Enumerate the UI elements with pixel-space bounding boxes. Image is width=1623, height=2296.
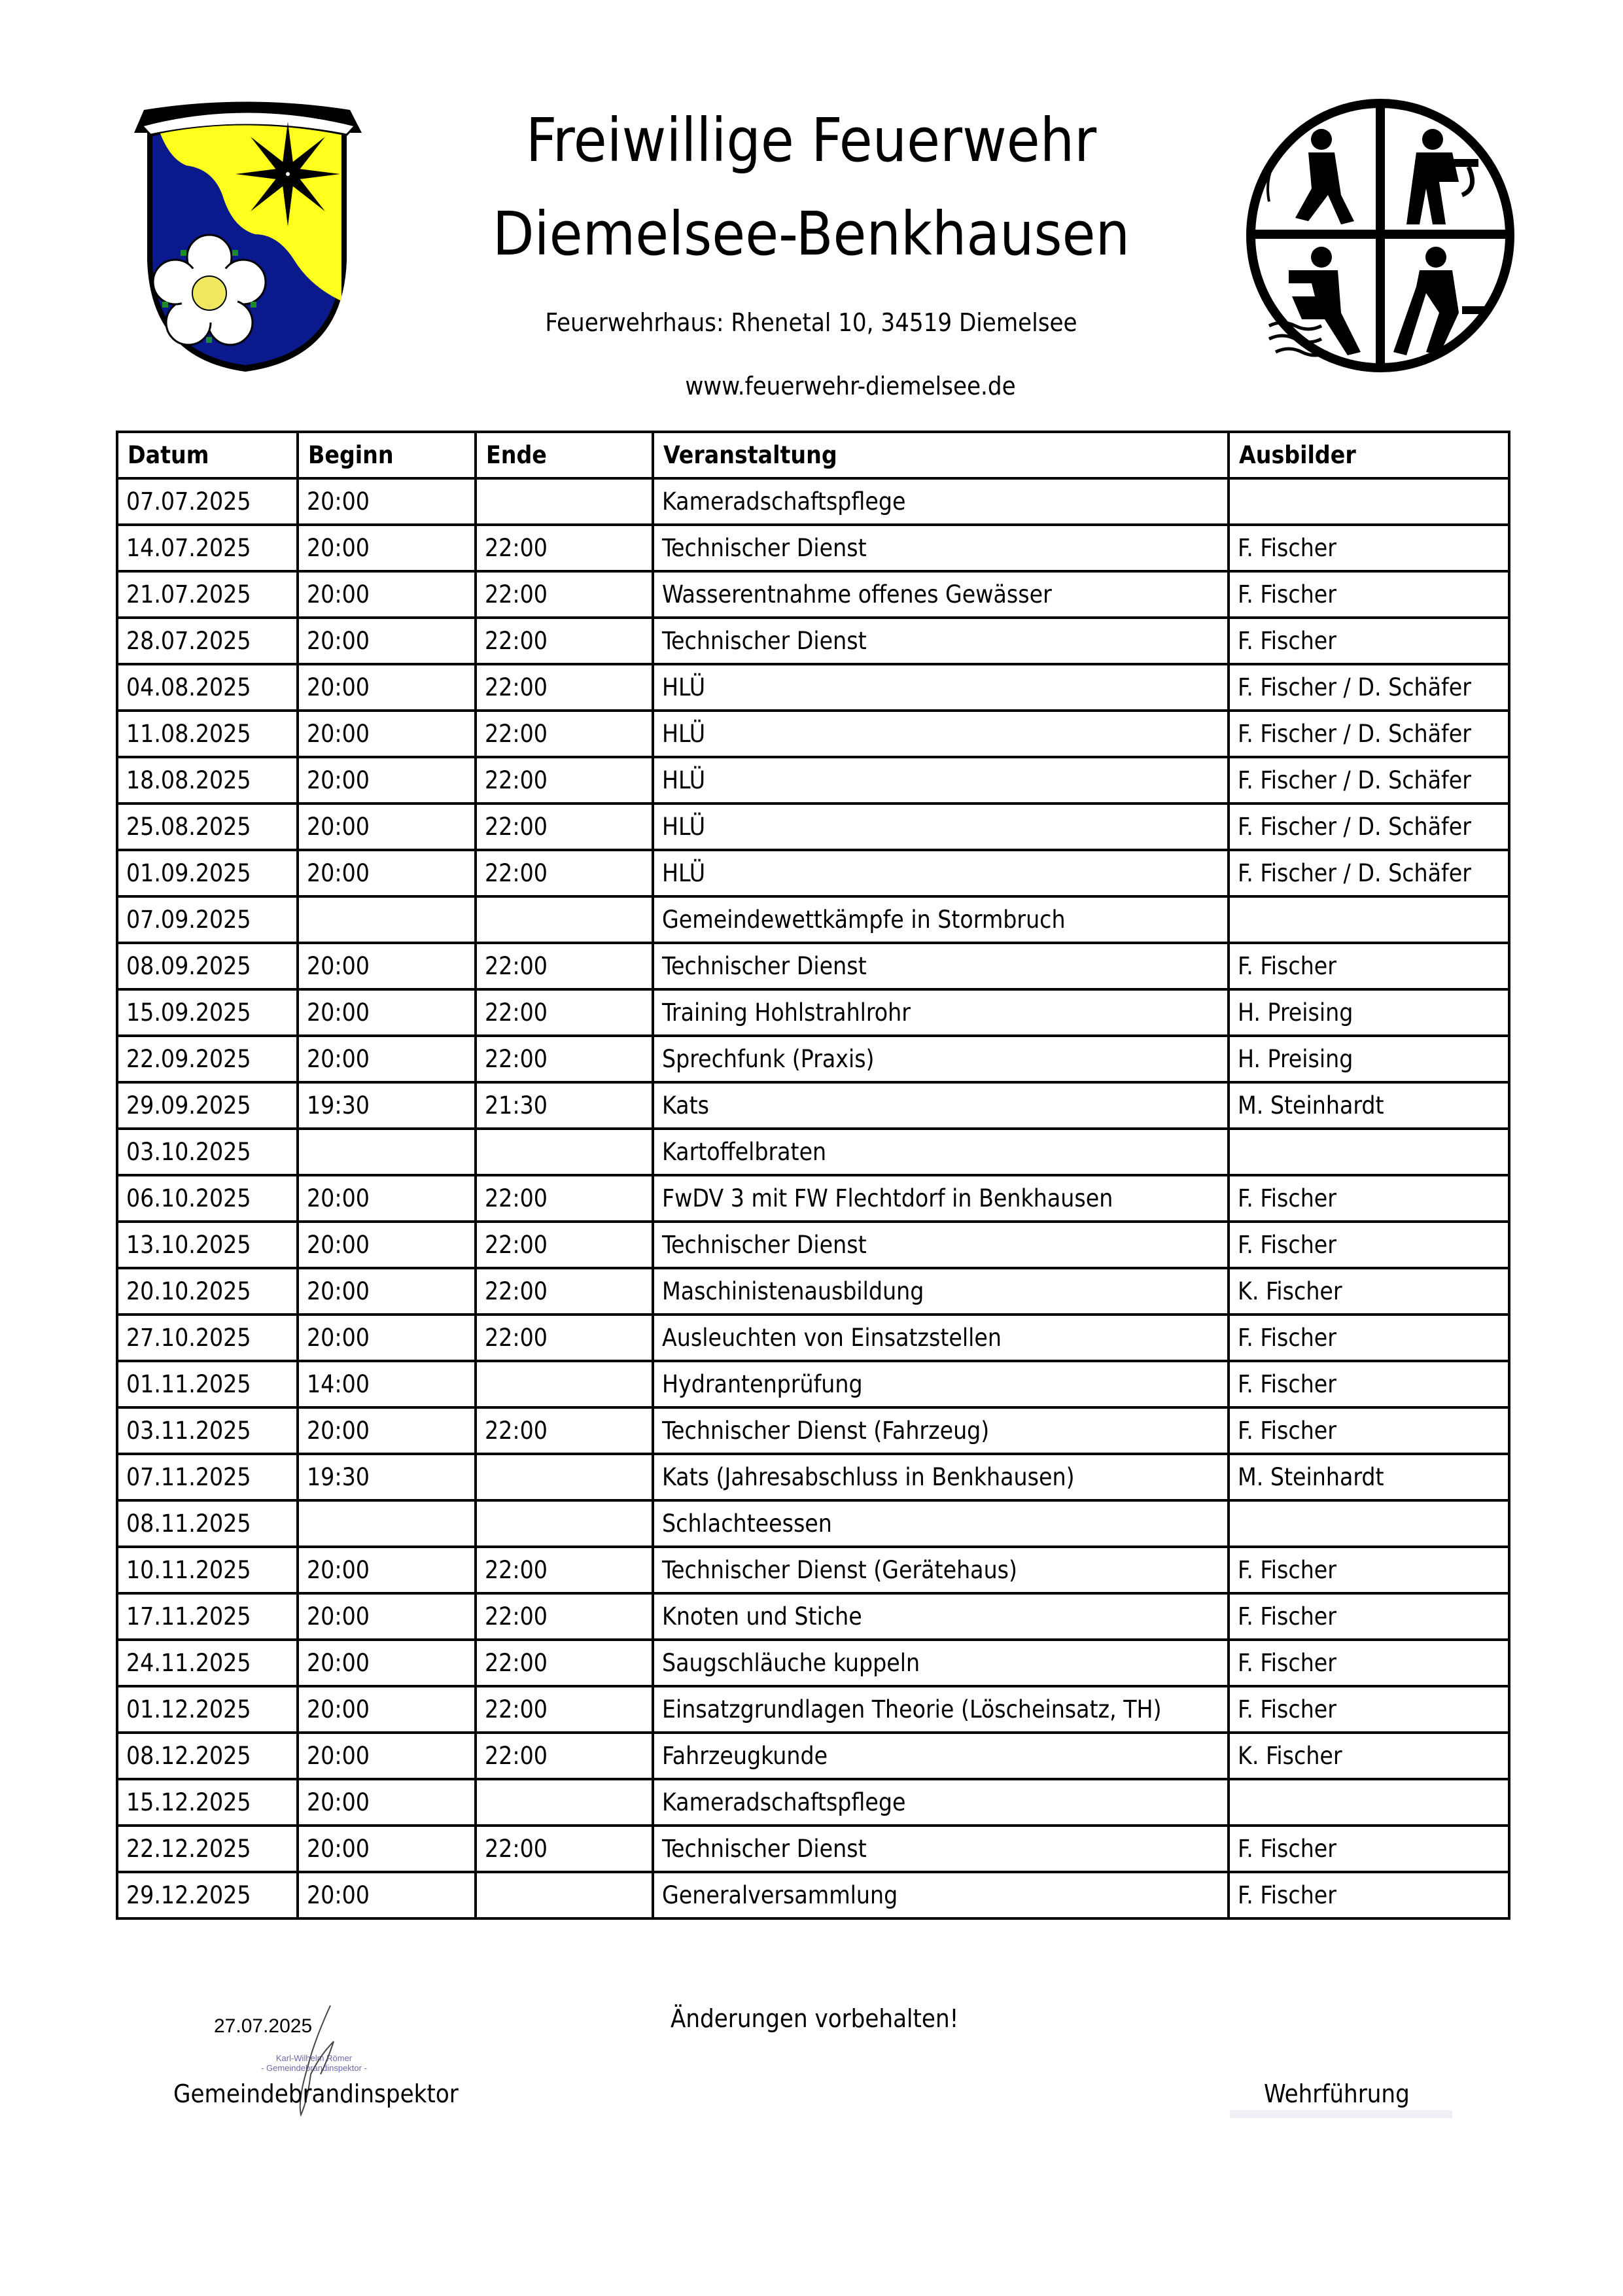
cell-instructor: F. Fischer <box>1229 1361 1509 1407</box>
table-row <box>117 525 1509 571</box>
cell-end <box>476 1779 653 1826</box>
cell-end: 22:00 <box>476 571 653 618</box>
cell-end: 22:00 <box>476 850 653 896</box>
cell-end <box>476 1454 653 1500</box>
cell-instructor: H. Preising <box>1229 989 1509 1036</box>
cell-event: Kameradschaftspflege <box>653 478 1229 525</box>
cell-begin: 20:00 <box>298 1036 476 1082</box>
cell-date: 01.09.2025 <box>117 850 298 896</box>
column-header-end: Ende <box>476 432 653 478</box>
cell-instructor <box>1229 1779 1509 1826</box>
column-header-instructor: Ausbilder <box>1229 432 1509 478</box>
cell-end <box>476 1500 653 1547</box>
table-row <box>117 1779 1509 1826</box>
table-row <box>117 1407 1509 1454</box>
cell-date: 18.08.2025 <box>117 757 298 804</box>
cell-end: 22:00 <box>476 525 653 571</box>
cell-begin: 20:00 <box>298 1268 476 1315</box>
title-line-2: Diemelsee-Benkhausen <box>492 199 1130 269</box>
cell-date: 01.11.2025 <box>117 1361 298 1407</box>
cell-event: Technischer Dienst <box>653 1222 1229 1268</box>
cell-date: 27.10.2025 <box>117 1315 298 1361</box>
changes-reserved-note: Änderungen vorbehalten! <box>671 2004 959 2033</box>
cell-instructor <box>1229 478 1509 525</box>
table-row <box>117 1454 1509 1500</box>
cell-begin: 20:00 <box>298 804 476 850</box>
cell-event: Kats <box>653 1082 1229 1129</box>
cell-instructor <box>1229 896 1509 943</box>
cell-begin: 20:00 <box>298 618 476 664</box>
table-row <box>117 1826 1509 1872</box>
table-row <box>117 711 1509 757</box>
cell-date: 29.12.2025 <box>117 1872 298 1918</box>
cell-end: 22:00 <box>476 1175 653 1222</box>
cell-end: 22:00 <box>476 1733 653 1779</box>
cell-instructor <box>1229 1500 1509 1547</box>
cell-date: 29.09.2025 <box>117 1082 298 1129</box>
cell-instructor: F. Fischer <box>1229 943 1509 989</box>
cell-begin: 20:00 <box>298 711 476 757</box>
cell-begin: 19:30 <box>298 1082 476 1129</box>
cell-date: 07.09.2025 <box>117 896 298 943</box>
cell-instructor: K. Fischer <box>1229 1733 1509 1779</box>
cell-instructor: F. Fischer / D. Schäfer <box>1229 711 1509 757</box>
website-link[interactable]: www.feuerwehr-diemelsee.de <box>685 372 1016 400</box>
cell-instructor: K. Fischer <box>1229 1268 1509 1315</box>
cell-end: 22:00 <box>476 757 653 804</box>
cell-date: 08.11.2025 <box>117 1500 298 1547</box>
training-schedule-table <box>116 431 1510 1920</box>
cell-instructor: F. Fischer <box>1229 1407 1509 1454</box>
cell-end: 22:00 <box>476 1593 653 1640</box>
cell-instructor: F. Fischer / D. Schäfer <box>1229 804 1509 850</box>
cell-end: 22:00 <box>476 989 653 1036</box>
cell-event: Technischer Dienst (Gerätehaus) <box>653 1547 1229 1593</box>
cell-begin: 20:00 <box>298 757 476 804</box>
table-row <box>117 1500 1509 1547</box>
cell-date: 14.07.2025 <box>117 525 298 571</box>
cell-end: 22:00 <box>476 943 653 989</box>
cell-end: 22:00 <box>476 1268 653 1315</box>
cell-end: 22:00 <box>476 1826 653 1872</box>
cell-instructor: M. Steinhardt <box>1229 1082 1509 1129</box>
column-header-begin: Beginn <box>298 432 476 478</box>
table-row <box>117 618 1509 664</box>
cell-event: Sprechfunk (Praxis) <box>653 1036 1229 1082</box>
cell-end <box>476 1129 653 1175</box>
cell-begin: 20:00 <box>298 1733 476 1779</box>
cell-event: Wasserentnahme offenes Gewässer <box>653 571 1229 618</box>
cell-begin: 20:00 <box>298 943 476 989</box>
cell-end: 22:00 <box>476 1315 653 1361</box>
cell-end: 22:00 <box>476 1222 653 1268</box>
cell-date: 24.11.2025 <box>117 1640 298 1686</box>
table-row <box>117 1268 1509 1315</box>
cell-begin: 20:00 <box>298 989 476 1036</box>
cell-begin: 20:00 <box>298 850 476 896</box>
table-row <box>117 1686 1509 1733</box>
table-row <box>117 1593 1509 1640</box>
table-row <box>117 1129 1509 1175</box>
table-row <box>117 571 1509 618</box>
cell-instructor: F. Fischer <box>1229 1175 1509 1222</box>
cell-end: 22:00 <box>476 1686 653 1733</box>
cell-event: Hydrantenprüfung <box>653 1361 1229 1407</box>
cell-begin: 20:00 <box>298 1547 476 1593</box>
table-row <box>117 1082 1509 1129</box>
cell-end <box>476 1872 653 1918</box>
cell-begin: 20:00 <box>298 478 476 525</box>
cell-end: 22:00 <box>476 1640 653 1686</box>
cell-instructor: F. Fischer <box>1229 571 1509 618</box>
cell-event: Knoten und Stiche <box>653 1593 1229 1640</box>
cell-event: Technischer Dienst <box>653 1826 1229 1872</box>
table-row <box>117 989 1509 1036</box>
cell-end: 22:00 <box>476 618 653 664</box>
cell-instructor: F. Fischer <box>1229 525 1509 571</box>
cell-begin: 20:00 <box>298 1640 476 1686</box>
cell-instructor: F. Fischer <box>1229 1547 1509 1593</box>
cell-date: 22.12.2025 <box>117 1826 298 1872</box>
cell-date: 10.11.2025 <box>117 1547 298 1593</box>
cell-date: 08.09.2025 <box>117 943 298 989</box>
table-row <box>117 1222 1509 1268</box>
cell-date: 01.12.2025 <box>117 1686 298 1733</box>
cell-event: HLÜ <box>653 850 1229 896</box>
cell-end: 22:00 <box>476 1407 653 1454</box>
cell-date: 13.10.2025 <box>117 1222 298 1268</box>
cell-instructor: F. Fischer <box>1229 1640 1509 1686</box>
cell-begin: 20:00 <box>298 1826 476 1872</box>
stamp-title: - Gemeindebrandinspektor - <box>261 2063 367 2073</box>
cell-date: 22.09.2025 <box>117 1036 298 1082</box>
cell-date: 17.11.2025 <box>117 1593 298 1640</box>
table-row <box>117 1361 1509 1407</box>
cell-begin: 20:00 <box>298 1315 476 1361</box>
cell-event: Fahrzeugkunde <box>653 1733 1229 1779</box>
cell-event: Technischer Dienst (Fahrzeug) <box>653 1407 1229 1454</box>
cell-end: 22:00 <box>476 711 653 757</box>
cell-date: 07.11.2025 <box>117 1454 298 1500</box>
cell-instructor: H. Preising <box>1229 1036 1509 1082</box>
cell-begin: 20:00 <box>298 1222 476 1268</box>
cell-begin <box>298 1129 476 1175</box>
cell-event: Technischer Dienst <box>653 943 1229 989</box>
cell-date: 15.12.2025 <box>117 1779 298 1826</box>
cell-date: 21.07.2025 <box>117 571 298 618</box>
table-row <box>117 1175 1509 1222</box>
cell-instructor: F. Fischer <box>1229 1222 1509 1268</box>
table-row <box>117 804 1509 850</box>
cell-date: 20.10.2025 <box>117 1268 298 1315</box>
cell-begin: 20:00 <box>298 525 476 571</box>
cell-event: HLÜ <box>653 711 1229 757</box>
cell-date: 04.08.2025 <box>117 664 298 711</box>
stamp-name: Karl-Wilhelm Römer <box>275 2053 353 2063</box>
cell-instructor: F. Fischer <box>1229 1593 1509 1640</box>
cell-begin: 20:00 <box>298 1407 476 1454</box>
cell-instructor <box>1229 1129 1509 1175</box>
cell-begin: 20:00 <box>298 1175 476 1222</box>
column-header-date: Datum <box>117 432 298 478</box>
cell-begin <box>298 896 476 943</box>
table-row <box>117 1547 1509 1593</box>
table-row <box>117 1036 1509 1082</box>
cell-date: 15.09.2025 <box>117 989 298 1036</box>
cell-end: 22:00 <box>476 664 653 711</box>
cell-event: HLÜ <box>653 757 1229 804</box>
cell-event: Ausleuchten von Einsatzstellen <box>653 1315 1229 1361</box>
cell-date: 28.07.2025 <box>117 618 298 664</box>
cell-begin: 20:00 <box>298 1779 476 1826</box>
table-row <box>117 757 1509 804</box>
cell-event: HLÜ <box>653 664 1229 711</box>
cell-instructor: F. Fischer <box>1229 618 1509 664</box>
table-row <box>117 850 1509 896</box>
cell-begin <box>298 1500 476 1547</box>
cell-end <box>476 478 653 525</box>
cell-end <box>476 1361 653 1407</box>
cell-date: 11.08.2025 <box>117 711 298 757</box>
cell-begin: 20:00 <box>298 1686 476 1733</box>
cell-instructor: F. Fischer <box>1229 1315 1509 1361</box>
cell-event: Gemeindewettkämpfe in Stormbruch <box>653 896 1229 943</box>
signature-line-right <box>1230 2110 1452 2118</box>
table-row <box>117 1315 1509 1361</box>
cell-begin: 14:00 <box>298 1361 476 1407</box>
table-row <box>117 943 1509 989</box>
cell-instructor: F. Fischer <box>1229 1686 1509 1733</box>
cell-event: Kats (Jahresabschluss in Benkhausen) <box>653 1454 1229 1500</box>
cell-instructor: F. Fischer / D. Schäfer <box>1229 850 1509 896</box>
cell-event: Training Hohlstrahlrohr <box>653 989 1229 1036</box>
fire-brigade-emblem-icon <box>1243 97 1518 375</box>
cell-date: 08.12.2025 <box>117 1733 298 1779</box>
column-header-event: Veranstaltung <box>653 432 1229 478</box>
cell-date: 03.10.2025 <box>117 1129 298 1175</box>
cell-event: Saugschläuche kuppeln <box>653 1640 1229 1686</box>
cell-event: Technischer Dienst <box>653 525 1229 571</box>
cell-instructor: F. Fischer / D. Schäfer <box>1229 757 1509 804</box>
cell-event: Maschinistenausbildung <box>653 1268 1229 1315</box>
table-row <box>117 896 1509 943</box>
table-header-row <box>117 432 1509 478</box>
cell-end: 22:00 <box>476 1036 653 1082</box>
cell-event: Schlachteessen <box>653 1500 1229 1547</box>
address: Feuerwehrhaus: Rhenetal 10, 34519 Diemelsee <box>545 308 1077 337</box>
cell-event: HLÜ <box>653 804 1229 850</box>
cell-instructor: F. Fischer / D. Schäfer <box>1229 664 1509 711</box>
cell-end <box>476 896 653 943</box>
cell-event: FwDV 3 mit FW Flechtdorf in Benkhausen <box>653 1175 1229 1222</box>
cell-begin: 20:00 <box>298 1593 476 1640</box>
cell-instructor: F. Fischer <box>1229 1826 1509 1872</box>
cell-end: 22:00 <box>476 804 653 850</box>
cell-event: Kartoffelbraten <box>653 1129 1229 1175</box>
signatory-role-left: Gemeindebrandinspektor <box>173 2079 459 2108</box>
coat-of-arms-icon <box>114 97 383 375</box>
cell-date: 25.08.2025 <box>117 804 298 850</box>
table-row <box>117 664 1509 711</box>
cell-begin: 19:30 <box>298 1454 476 1500</box>
cell-end: 22:00 <box>476 1547 653 1593</box>
signatory-role-right: Wehrführung <box>1264 2079 1410 2108</box>
table-row <box>117 1872 1509 1918</box>
cell-date: 07.07.2025 <box>117 478 298 525</box>
cell-end: 21:30 <box>476 1082 653 1129</box>
table-row <box>117 1640 1509 1686</box>
cell-begin: 20:00 <box>298 571 476 618</box>
title-line-1: Freiwillige Feuerwehr <box>525 105 1097 175</box>
cell-begin: 20:00 <box>298 664 476 711</box>
table-row <box>117 478 1509 525</box>
cell-instructor: F. Fischer <box>1229 1872 1509 1918</box>
cell-instructor: M. Steinhardt <box>1229 1454 1509 1500</box>
cell-date: 03.11.2025 <box>117 1407 298 1454</box>
cell-event: Einsatzgrundlagen Theorie (Löscheinsatz, TH) <box>653 1686 1229 1733</box>
table-row <box>117 1733 1509 1779</box>
cell-begin: 20:00 <box>298 1872 476 1918</box>
cell-event: Technischer Dienst <box>653 618 1229 664</box>
issue-date: 27.07.2025 <box>214 2015 313 2037</box>
cell-event: Kameradschaftspflege <box>653 1779 1229 1826</box>
cell-date: 06.10.2025 <box>117 1175 298 1222</box>
cell-event: Generalversammlung <box>653 1872 1229 1918</box>
